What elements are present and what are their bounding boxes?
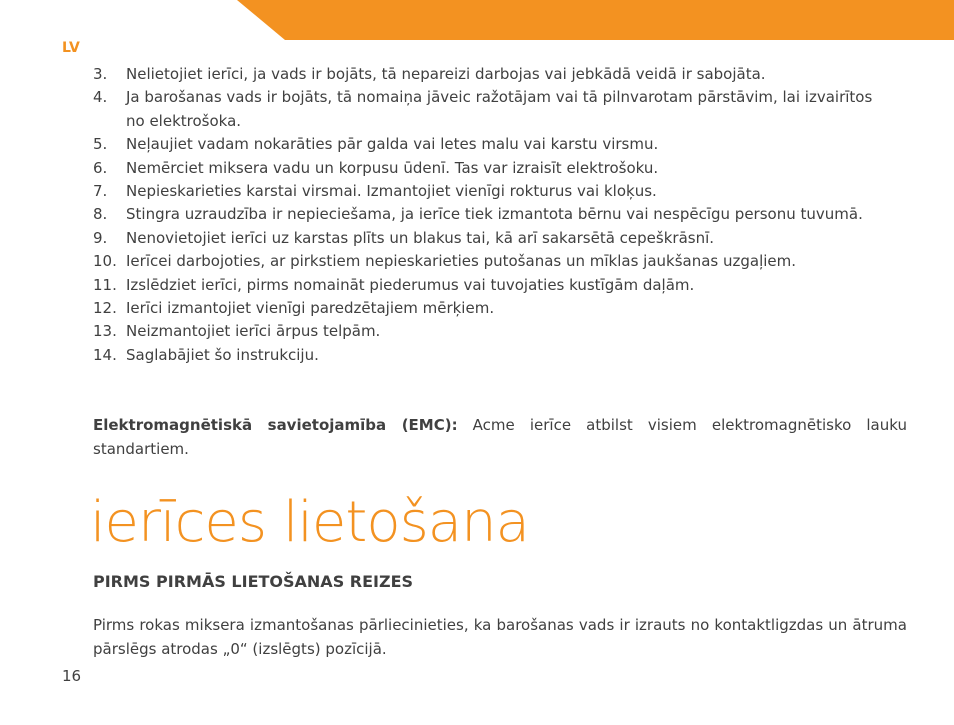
item-number: 11. — [93, 275, 117, 294]
item-number: 8. — [93, 205, 108, 224]
item-text: Nemērciet miksera vadu un korpusu ūdenī. Tas var izraisīt elektrošoku. — [126, 158, 659, 177]
item-text: Stingra uzraudzība ir nepieciešama, ja ierīce tiek izmantota bērnu vai nespēcīgu personu tuvumā. — [126, 205, 863, 224]
item-text: Saglabājiet šo instrukciju. — [126, 345, 319, 364]
item-text: Nelietojiet ierīci, ja vads ir bojāts, tā nepareizi darbojas vai jebkādā veidā ir sabojāta. — [126, 65, 766, 83]
item-number: 14. — [93, 345, 117, 364]
list-item — [93, 86, 883, 133]
list-item — [93, 180, 883, 203]
language-code: LV — [62, 40, 80, 56]
orange-header-banner — [237, 0, 954, 40]
item-number: 6. — [93, 158, 108, 177]
item-number: 10. — [93, 252, 117, 271]
item-number: 3. — [93, 65, 108, 83]
item-text: Neļaujiet vadam nokarāties pār galda vai letes malu vai karstu virsmu. — [126, 135, 659, 154]
list-item — [93, 63, 883, 86]
section-subheading: PIRMS PIRMĀS LIETOŠANAS REIZES — [93, 572, 414, 591]
item-number: 12. — [93, 299, 117, 318]
section-title: ierīces lietošana — [90, 490, 529, 555]
emc-label: Elektromagnētiskā savietojamība (EMC): — [93, 416, 458, 434]
item-text: Ierīcei darbojoties, ar pirkstiem nepieskarieties putošanas un mīklas jaukšanas uzgaļiem. — [126, 252, 797, 271]
item-text: Ja barošanas vads ir bojāts, tā nomaiņa jāveic ražotājam vai tā pilnvarotam pārstāvim, lai izvairītos no elektrošoka. — [126, 88, 873, 130]
item-text: Nepieskarieties karstai virsmai. Izmantojiet vienīgi rokturus vai kloķus. — [126, 182, 657, 201]
item-number: 4. — [93, 88, 108, 107]
emc-paragraph — [93, 413, 907, 461]
item-number: 5. — [93, 135, 108, 154]
item-text: Ierīci izmantojiet vienīgi paredzētajiem mērķiem. — [126, 299, 495, 318]
intro-paragraph: Pirms rokas miksera izmantošanas pārliecinieties, ka barošanas vads ir izrauts no kontaktligzdas un ātruma pārslēgs atrodas „0“ (izslēgts) pozīcijā. — [93, 616, 907, 658]
list-item — [93, 157, 883, 180]
list-item — [93, 203, 883, 226]
list-item — [93, 274, 883, 297]
safety-instructions-list — [93, 63, 883, 367]
item-text: Izslēdziet ierīci, pirms nomaināt piederumus vai tuvojaties kustīgām daļām. — [126, 275, 695, 294]
list-item — [93, 227, 883, 250]
item-text: Neizmantojiet ierīci ārpus telpām. — [126, 322, 381, 341]
emc-text: Acme ierīce atbilst visiem elektromagnētisko lauku standartiem. — [93, 416, 907, 458]
page-number: 16 — [62, 667, 82, 685]
item-number: 13. — [93, 322, 117, 341]
item-number: 9. — [93, 228, 108, 247]
list-item — [93, 344, 883, 367]
list-item — [93, 133, 883, 156]
list-item — [93, 250, 883, 273]
item-number: 7. — [93, 182, 108, 201]
list-item — [93, 320, 883, 343]
list-item — [93, 297, 883, 320]
item-text: Nenovietojiet ierīci uz karstas plīts un blakus tai, kā arī sakarsētā cepeškrāsnī. — [126, 228, 715, 247]
